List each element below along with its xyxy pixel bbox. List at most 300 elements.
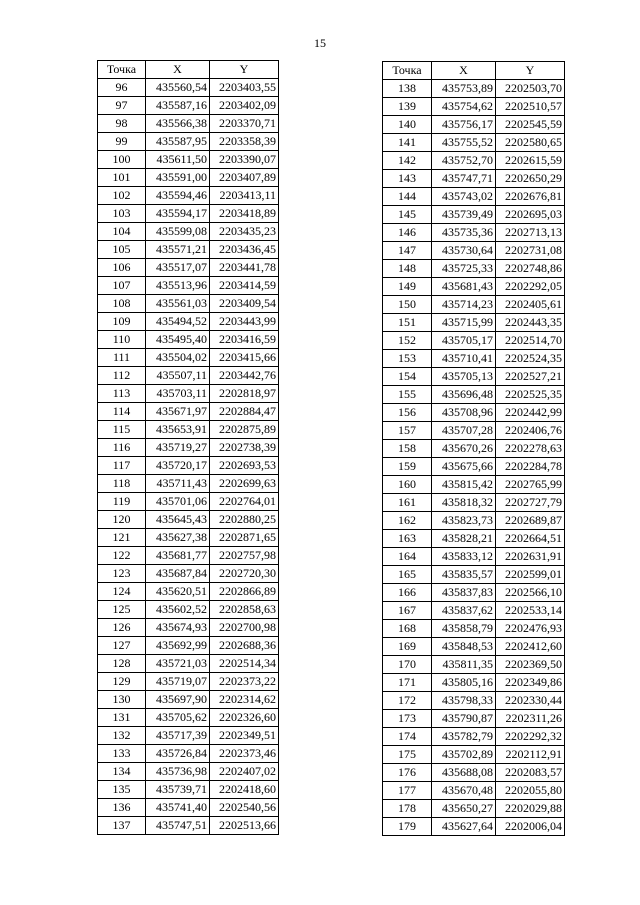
- y-coordinate-cell: 2202818,97: [210, 385, 279, 403]
- x-coordinate-cell: 435571,21: [146, 241, 210, 259]
- point-number-cell: 141: [383, 134, 432, 152]
- table-row: [98, 655, 279, 673]
- point-number-cell: 145: [383, 206, 432, 224]
- x-coordinate-cell: 435714,23: [432, 296, 496, 314]
- x-coordinate-cell: 435675,66: [432, 458, 496, 476]
- point-number-cell: 149: [383, 278, 432, 296]
- point-number-cell: 122: [98, 547, 146, 565]
- y-coordinate-cell: 2202055,80: [496, 782, 565, 800]
- point-number-cell: 157: [383, 422, 432, 440]
- y-coordinate-cell: 2202418,60: [210, 781, 279, 799]
- y-coordinate-cell: 2202083,57: [496, 764, 565, 782]
- x-coordinate-cell: 435741,40: [146, 799, 210, 817]
- x-coordinate-cell: 435692,99: [146, 637, 210, 655]
- table-row: [383, 602, 565, 620]
- y-coordinate-cell: 2202314,62: [210, 691, 279, 709]
- x-coordinate-cell: 435805,16: [432, 674, 496, 692]
- y-coordinate-cell: 2202292,32: [496, 728, 565, 746]
- x-coordinate-cell: 435602,52: [146, 601, 210, 619]
- y-coordinate-cell: 2202748,86: [496, 260, 565, 278]
- x-coordinate-cell: 435587,95: [146, 133, 210, 151]
- point-number-cell: 96: [98, 79, 146, 97]
- table-row: [383, 782, 565, 800]
- y-coordinate-cell: 2202545,59: [496, 116, 565, 134]
- x-coordinate-cell: 435594,17: [146, 205, 210, 223]
- point-number-cell: 144: [383, 188, 432, 206]
- y-coordinate-cell: 2202284,78: [496, 458, 565, 476]
- table-row: [98, 745, 279, 763]
- x-coordinate-cell: 435517,07: [146, 259, 210, 277]
- x-coordinate-cell: 435702,89: [432, 746, 496, 764]
- y-coordinate-cell: 2202650,29: [496, 170, 565, 188]
- point-number-cell: 118: [98, 475, 146, 493]
- point-number-cell: 101: [98, 169, 146, 187]
- x-coordinate-cell: 435823,73: [432, 512, 496, 530]
- y-coordinate-cell: 2202510,57: [496, 98, 565, 116]
- point-number-cell: 179: [383, 818, 432, 836]
- point-number-cell: 102: [98, 187, 146, 205]
- table-row: [98, 493, 279, 511]
- point-number-cell: 119: [98, 493, 146, 511]
- y-coordinate-cell: 2203443,99: [210, 313, 279, 331]
- y-coordinate-cell: 2202875,89: [210, 421, 279, 439]
- x-coordinate-cell: 435747,51: [146, 817, 210, 835]
- table-row: [98, 403, 279, 421]
- point-number-cell: 155: [383, 386, 432, 404]
- table-row: [383, 512, 565, 530]
- point-number-cell: 125: [98, 601, 146, 619]
- table-row: [98, 295, 279, 313]
- x-coordinate-cell: 435701,06: [146, 493, 210, 511]
- y-coordinate-cell: 2202540,56: [210, 799, 279, 817]
- column-header-y: Y: [496, 62, 565, 80]
- point-number-cell: 121: [98, 529, 146, 547]
- table-row: [98, 781, 279, 799]
- x-coordinate-cell: 435815,42: [432, 476, 496, 494]
- y-coordinate-cell: 2202006,04: [496, 818, 565, 836]
- x-coordinate-cell: 435670,26: [432, 440, 496, 458]
- x-coordinate-cell: 435752,70: [432, 152, 496, 170]
- table-row: [98, 439, 279, 457]
- table-row: [98, 367, 279, 385]
- y-coordinate-cell: 2203435,23: [210, 223, 279, 241]
- x-coordinate-cell: 435705,17: [432, 332, 496, 350]
- point-number-cell: 171: [383, 674, 432, 692]
- coordinates-table-right: [382, 61, 565, 836]
- x-coordinate-cell: 435707,28: [432, 422, 496, 440]
- table-row: [98, 727, 279, 745]
- table-row: [98, 133, 279, 151]
- table-row: [98, 817, 279, 835]
- point-number-cell: 177: [383, 782, 432, 800]
- x-coordinate-cell: 435725,33: [432, 260, 496, 278]
- table-row: [383, 152, 565, 170]
- y-coordinate-cell: 2202884,47: [210, 403, 279, 421]
- table-row: [383, 116, 565, 134]
- table-row: [98, 151, 279, 169]
- column-header-point: Точка: [383, 62, 432, 80]
- y-coordinate-cell: 2202580,65: [496, 134, 565, 152]
- table-row: [98, 511, 279, 529]
- table-row: [383, 224, 565, 242]
- y-coordinate-cell: 2202326,60: [210, 709, 279, 727]
- point-number-cell: 154: [383, 368, 432, 386]
- x-coordinate-cell: 435720,17: [146, 457, 210, 475]
- point-number-cell: 132: [98, 727, 146, 745]
- y-coordinate-cell: 2203442,76: [210, 367, 279, 385]
- y-coordinate-cell: 2202676,81: [496, 188, 565, 206]
- table-row: [383, 134, 565, 152]
- x-coordinate-cell: 435747,71: [432, 170, 496, 188]
- x-coordinate-cell: 435837,83: [432, 584, 496, 602]
- table-row: [98, 205, 279, 223]
- table-row: [383, 404, 565, 422]
- x-coordinate-cell: 435735,36: [432, 224, 496, 242]
- point-number-cell: 163: [383, 530, 432, 548]
- table-row: [98, 349, 279, 367]
- y-coordinate-cell: 2202713,13: [496, 224, 565, 242]
- point-number-cell: 124: [98, 583, 146, 601]
- y-coordinate-cell: 2202442,99: [496, 404, 565, 422]
- y-coordinate-cell: 2202349,86: [496, 674, 565, 692]
- x-coordinate-cell: 435753,89: [432, 80, 496, 98]
- x-coordinate-cell: 435710,41: [432, 350, 496, 368]
- table-row: [98, 313, 279, 331]
- table-row: [383, 188, 565, 206]
- table-row: [383, 242, 565, 260]
- table-row: [383, 98, 565, 116]
- y-coordinate-cell: 2202407,02: [210, 763, 279, 781]
- y-coordinate-cell: 2203358,39: [210, 133, 279, 151]
- table-row: [383, 314, 565, 332]
- y-coordinate-cell: 2202525,35: [496, 386, 565, 404]
- y-coordinate-cell: 2203436,45: [210, 241, 279, 259]
- x-coordinate-cell: 435711,43: [146, 475, 210, 493]
- x-coordinate-cell: 435587,16: [146, 97, 210, 115]
- table-row: [98, 691, 279, 709]
- x-coordinate-cell: 435627,38: [146, 529, 210, 547]
- point-number-cell: 140: [383, 116, 432, 134]
- table-row: [98, 385, 279, 403]
- x-coordinate-cell: 435620,51: [146, 583, 210, 601]
- table-row: [98, 637, 279, 655]
- x-coordinate-cell: 435756,17: [432, 116, 496, 134]
- y-coordinate-cell: 2202029,88: [496, 800, 565, 818]
- x-coordinate-cell: 435848,53: [432, 638, 496, 656]
- point-number-cell: 150: [383, 296, 432, 314]
- table-row: [98, 799, 279, 817]
- y-coordinate-cell: 2202688,36: [210, 637, 279, 655]
- point-number-cell: 147: [383, 242, 432, 260]
- y-coordinate-cell: 2202406,76: [496, 422, 565, 440]
- column-header-x: X: [146, 61, 210, 79]
- table-body-left: [98, 79, 279, 835]
- x-coordinate-cell: 435837,62: [432, 602, 496, 620]
- y-coordinate-cell: 2202765,99: [496, 476, 565, 494]
- y-coordinate-cell: 2202764,01: [210, 493, 279, 511]
- x-coordinate-cell: 435560,54: [146, 79, 210, 97]
- table-row: [383, 656, 565, 674]
- point-number-cell: 123: [98, 565, 146, 583]
- y-coordinate-cell: 2202292,05: [496, 278, 565, 296]
- table-row: [383, 710, 565, 728]
- y-coordinate-cell: 2202699,63: [210, 475, 279, 493]
- y-coordinate-cell: 2202513,66: [210, 817, 279, 835]
- table-row: [98, 79, 279, 97]
- table-row: [98, 241, 279, 259]
- x-coordinate-cell: 435754,62: [432, 98, 496, 116]
- y-coordinate-cell: 2202871,65: [210, 529, 279, 547]
- point-number-cell: 176: [383, 764, 432, 782]
- y-coordinate-cell: 2202615,59: [496, 152, 565, 170]
- y-coordinate-cell: 2202727,79: [496, 494, 565, 512]
- table-row: [98, 187, 279, 205]
- table-row: [383, 494, 565, 512]
- x-coordinate-cell: 435495,40: [146, 331, 210, 349]
- table-row: [98, 97, 279, 115]
- point-number-cell: 178: [383, 800, 432, 818]
- point-number-cell: 169: [383, 638, 432, 656]
- y-coordinate-cell: 2202866,89: [210, 583, 279, 601]
- point-number-cell: 99: [98, 133, 146, 151]
- y-coordinate-cell: 2203407,89: [210, 169, 279, 187]
- x-coordinate-cell: 435507,11: [146, 367, 210, 385]
- point-number-cell: 120: [98, 511, 146, 529]
- y-coordinate-cell: 2202412,60: [496, 638, 565, 656]
- point-number-cell: 108: [98, 295, 146, 313]
- x-coordinate-cell: 435736,98: [146, 763, 210, 781]
- point-number-cell: 113: [98, 385, 146, 403]
- x-coordinate-cell: 435726,84: [146, 745, 210, 763]
- y-coordinate-cell: 2203415,66: [210, 349, 279, 367]
- column-header-x: X: [432, 62, 496, 80]
- point-number-cell: 166: [383, 584, 432, 602]
- point-number-cell: 142: [383, 152, 432, 170]
- y-coordinate-cell: 2203370,71: [210, 115, 279, 133]
- x-coordinate-cell: 435599,08: [146, 223, 210, 241]
- table-row: [98, 259, 279, 277]
- table-row: [383, 386, 565, 404]
- y-coordinate-cell: 2202330,44: [496, 692, 565, 710]
- point-number-cell: 174: [383, 728, 432, 746]
- point-number-cell: 112: [98, 367, 146, 385]
- table-row: [383, 800, 565, 818]
- point-number-cell: 130: [98, 691, 146, 709]
- y-coordinate-cell: 2202503,70: [496, 80, 565, 98]
- table-row: [98, 565, 279, 583]
- point-number-cell: 116: [98, 439, 146, 457]
- column-header-point: Точка: [98, 61, 146, 79]
- point-number-cell: 148: [383, 260, 432, 278]
- point-number-cell: 137: [98, 817, 146, 835]
- y-coordinate-cell: 2202700,98: [210, 619, 279, 637]
- point-number-cell: 117: [98, 457, 146, 475]
- x-coordinate-cell: 435681,43: [432, 278, 496, 296]
- table-row: [383, 692, 565, 710]
- point-number-cell: 135: [98, 781, 146, 799]
- table-row: [383, 530, 565, 548]
- table-row: [98, 547, 279, 565]
- y-coordinate-cell: 2202731,08: [496, 242, 565, 260]
- y-coordinate-cell: 2202369,50: [496, 656, 565, 674]
- x-coordinate-cell: 435798,33: [432, 692, 496, 710]
- x-coordinate-cell: 435833,12: [432, 548, 496, 566]
- table-row: [98, 169, 279, 187]
- point-number-cell: 143: [383, 170, 432, 188]
- point-number-cell: 139: [383, 98, 432, 116]
- point-number-cell: 160: [383, 476, 432, 494]
- x-coordinate-cell: 435591,00: [146, 169, 210, 187]
- x-coordinate-cell: 435790,87: [432, 710, 496, 728]
- x-coordinate-cell: 435708,96: [432, 404, 496, 422]
- x-coordinate-cell: 435504,02: [146, 349, 210, 367]
- y-coordinate-cell: 2203413,11: [210, 187, 279, 205]
- y-coordinate-cell: 2202278,63: [496, 440, 565, 458]
- point-number-cell: 172: [383, 692, 432, 710]
- table-row: [383, 674, 565, 692]
- point-number-cell: 165: [383, 566, 432, 584]
- point-number-cell: 168: [383, 620, 432, 638]
- point-number-cell: 114: [98, 403, 146, 421]
- x-coordinate-cell: 435782,79: [432, 728, 496, 746]
- table-row: [98, 223, 279, 241]
- x-coordinate-cell: 435739,71: [146, 781, 210, 799]
- table-row: [383, 422, 565, 440]
- y-coordinate-cell: 2202443,35: [496, 314, 565, 332]
- x-coordinate-cell: 435835,57: [432, 566, 496, 584]
- x-coordinate-cell: 435674,93: [146, 619, 210, 637]
- point-number-cell: 129: [98, 673, 146, 691]
- x-coordinate-cell: 435858,79: [432, 620, 496, 638]
- point-number-cell: 164: [383, 548, 432, 566]
- table-row: [383, 80, 565, 98]
- table-row: [383, 440, 565, 458]
- point-number-cell: 106: [98, 259, 146, 277]
- point-number-cell: 133: [98, 745, 146, 763]
- table-row: [383, 638, 565, 656]
- point-number-cell: 127: [98, 637, 146, 655]
- point-number-cell: 126: [98, 619, 146, 637]
- y-coordinate-cell: 2202476,93: [496, 620, 565, 638]
- table-body-right: [383, 80, 565, 836]
- page-number: 15: [314, 36, 326, 50]
- coordinates-table-left: [97, 60, 279, 835]
- point-number-cell: 159: [383, 458, 432, 476]
- x-coordinate-cell: 435697,90: [146, 691, 210, 709]
- y-coordinate-cell: 2202349,51: [210, 727, 279, 745]
- x-coordinate-cell: 435681,77: [146, 547, 210, 565]
- x-coordinate-cell: 435566,38: [146, 115, 210, 133]
- x-coordinate-cell: 435739,49: [432, 206, 496, 224]
- x-coordinate-cell: 435688,08: [432, 764, 496, 782]
- x-coordinate-cell: 435705,13: [432, 368, 496, 386]
- x-coordinate-cell: 435818,32: [432, 494, 496, 512]
- table-row: [98, 619, 279, 637]
- point-number-cell: 136: [98, 799, 146, 817]
- point-number-cell: 153: [383, 350, 432, 368]
- table-row: [383, 476, 565, 494]
- table-row: [98, 457, 279, 475]
- table-row: [383, 332, 565, 350]
- y-coordinate-cell: 2203416,59: [210, 331, 279, 349]
- table-row: [383, 728, 565, 746]
- y-coordinate-cell: 2202311,26: [496, 710, 565, 728]
- table-row: [98, 709, 279, 727]
- y-coordinate-cell: 2202373,46: [210, 745, 279, 763]
- x-coordinate-cell: 435645,43: [146, 511, 210, 529]
- table-row: [98, 421, 279, 439]
- table-row: [98, 601, 279, 619]
- point-number-cell: 175: [383, 746, 432, 764]
- table-row: [98, 583, 279, 601]
- point-number-cell: 103: [98, 205, 146, 223]
- y-coordinate-cell: 2202631,91: [496, 548, 565, 566]
- table-row: [383, 764, 565, 782]
- table-row: [383, 368, 565, 386]
- table-row: [383, 818, 565, 836]
- point-number-cell: 100: [98, 151, 146, 169]
- column-header-y: Y: [210, 61, 279, 79]
- x-coordinate-cell: 435730,64: [432, 242, 496, 260]
- table-row: [98, 277, 279, 295]
- point-number-cell: 161: [383, 494, 432, 512]
- x-coordinate-cell: 435561,03: [146, 295, 210, 313]
- point-number-cell: 146: [383, 224, 432, 242]
- point-number-cell: 111: [98, 349, 146, 367]
- point-number-cell: 152: [383, 332, 432, 350]
- table-row: [383, 458, 565, 476]
- table-row: [98, 475, 279, 493]
- y-coordinate-cell: 2203418,89: [210, 205, 279, 223]
- y-coordinate-cell: 2202514,34: [210, 655, 279, 673]
- x-coordinate-cell: 435715,99: [432, 314, 496, 332]
- y-coordinate-cell: 2202566,10: [496, 584, 565, 602]
- point-number-cell: 151: [383, 314, 432, 332]
- point-number-cell: 131: [98, 709, 146, 727]
- y-coordinate-cell: 2202880,25: [210, 511, 279, 529]
- x-coordinate-cell: 435719,27: [146, 439, 210, 457]
- point-number-cell: 115: [98, 421, 146, 439]
- point-number-cell: 158: [383, 440, 432, 458]
- point-number-cell: 167: [383, 602, 432, 620]
- x-coordinate-cell: 435627,64: [432, 818, 496, 836]
- y-coordinate-cell: 2202599,01: [496, 566, 565, 584]
- table-row: [383, 566, 565, 584]
- x-coordinate-cell: 435671,97: [146, 403, 210, 421]
- y-coordinate-cell: 2202514,70: [496, 332, 565, 350]
- point-number-cell: 97: [98, 97, 146, 115]
- y-coordinate-cell: 2202720,30: [210, 565, 279, 583]
- y-coordinate-cell: 2202524,35: [496, 350, 565, 368]
- point-number-cell: 98: [98, 115, 146, 133]
- table-row: [383, 278, 565, 296]
- y-coordinate-cell: 2202664,51: [496, 530, 565, 548]
- x-coordinate-cell: 435811,35: [432, 656, 496, 674]
- y-coordinate-cell: 2202695,03: [496, 206, 565, 224]
- x-coordinate-cell: 435828,21: [432, 530, 496, 548]
- point-number-cell: 134: [98, 763, 146, 781]
- y-coordinate-cell: 2203441,78: [210, 259, 279, 277]
- x-coordinate-cell: 435687,84: [146, 565, 210, 583]
- x-coordinate-cell: 435721,03: [146, 655, 210, 673]
- x-coordinate-cell: 435755,52: [432, 134, 496, 152]
- x-coordinate-cell: 435705,62: [146, 709, 210, 727]
- table-row: [98, 115, 279, 133]
- point-number-cell: 128: [98, 655, 146, 673]
- point-number-cell: 104: [98, 223, 146, 241]
- y-coordinate-cell: 2202373,22: [210, 673, 279, 691]
- y-coordinate-cell: 2202757,98: [210, 547, 279, 565]
